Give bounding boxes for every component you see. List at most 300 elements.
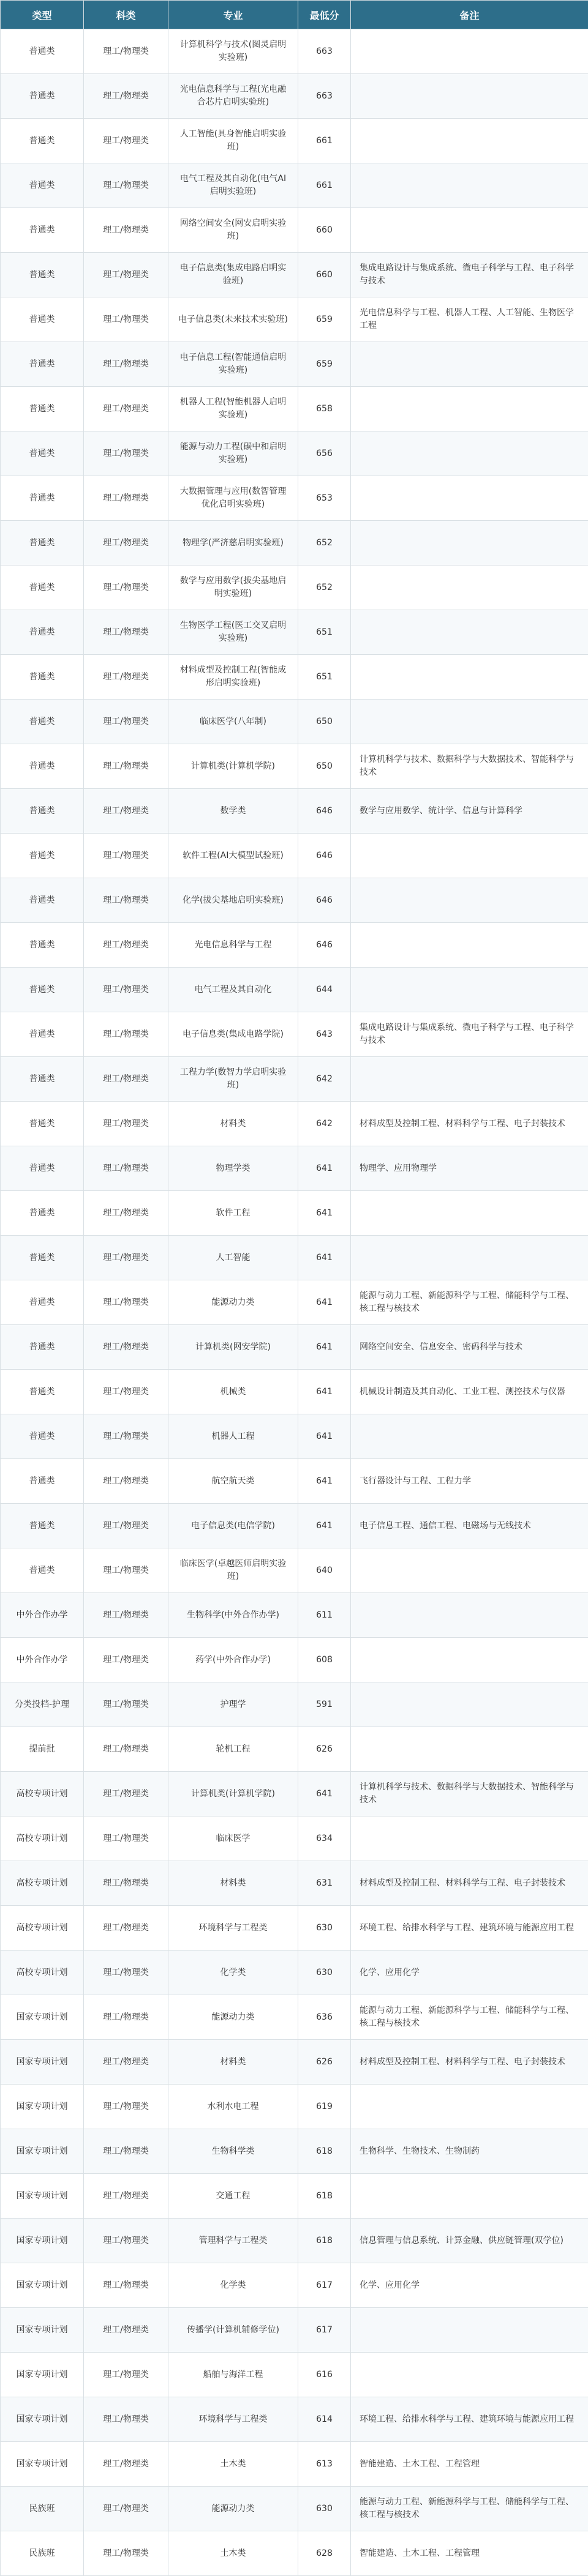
cell-min-score: 630 bbox=[298, 1951, 351, 1995]
cell-major: 计算机科学与技术(图灵启明实验班) bbox=[168, 29, 298, 74]
header-notes: 备注 bbox=[351, 1, 588, 29]
cell-type: 高校专项计划 bbox=[1, 1861, 84, 1906]
table-row bbox=[1, 1504, 588, 1548]
cell-subject: 理工/物理类 bbox=[84, 2129, 168, 2174]
cell-min-score: 642 bbox=[298, 1057, 351, 1102]
cell-major: 化学(拔尖基地启明实验班) bbox=[168, 878, 298, 923]
cell-notes: 数学与应用数学、统计学、信息与计算科学 bbox=[351, 789, 588, 834]
cell-notes bbox=[351, 1236, 588, 1280]
cell-min-score: 641 bbox=[298, 1504, 351, 1548]
cell-min-score: 641 bbox=[298, 1146, 351, 1191]
cell-notes bbox=[351, 2353, 588, 2397]
cell-notes bbox=[351, 387, 588, 431]
table-row bbox=[1, 1057, 588, 1102]
cell-type: 普通类 bbox=[1, 566, 84, 610]
table-row bbox=[1, 297, 588, 342]
cell-major: 能源动力类 bbox=[168, 1995, 298, 2040]
cell-notes bbox=[351, 342, 588, 387]
cell-notes bbox=[351, 2085, 588, 2129]
cell-notes bbox=[351, 2308, 588, 2353]
cell-major: 软件工程 bbox=[168, 1191, 298, 1236]
cell-notes: 材料成型及控制工程、材料科学与工程、电子封装技术 bbox=[351, 2040, 588, 2085]
cell-type: 国家专项计划 bbox=[1, 1995, 84, 2040]
cell-min-score: 641 bbox=[298, 1236, 351, 1280]
cell-subject: 理工/物理类 bbox=[84, 700, 168, 744]
table-row bbox=[1, 655, 588, 700]
cell-subject: 理工/物理类 bbox=[84, 163, 168, 208]
cell-min-score: 656 bbox=[298, 431, 351, 476]
cell-major: 材料类 bbox=[168, 2040, 298, 2085]
cell-major: 传播学(计算机辅修学位) bbox=[168, 2308, 298, 2353]
table-row bbox=[1, 1951, 588, 1995]
cell-subject: 理工/物理类 bbox=[84, 74, 168, 119]
cell-subject: 理工/物理类 bbox=[84, 2174, 168, 2219]
cell-min-score: 630 bbox=[298, 1906, 351, 1951]
cell-min-score: 617 bbox=[298, 2308, 351, 2353]
table-row bbox=[1, 1682, 588, 1727]
cell-type: 普通类 bbox=[1, 923, 84, 968]
cell-notes: 化学、应用化学 bbox=[351, 1951, 588, 1995]
cell-type: 普通类 bbox=[1, 29, 84, 74]
cell-major: 临床医学 bbox=[168, 1816, 298, 1861]
table-row bbox=[1, 1995, 588, 2040]
table-row bbox=[1, 342, 588, 387]
header-major: 专业 bbox=[168, 1, 298, 29]
cell-type: 普通类 bbox=[1, 1459, 84, 1504]
cell-type: 普通类 bbox=[1, 342, 84, 387]
cell-type: 普通类 bbox=[1, 253, 84, 297]
table-row bbox=[1, 2174, 588, 2219]
cell-type: 普通类 bbox=[1, 655, 84, 700]
cell-subject: 理工/物理类 bbox=[84, 521, 168, 566]
cell-min-score: 661 bbox=[298, 119, 351, 163]
cell-subject: 理工/物理类 bbox=[84, 1638, 168, 1682]
cell-type: 民族班 bbox=[1, 2531, 84, 2576]
cell-notes: 智能建造、土木工程、工程管理 bbox=[351, 2442, 588, 2487]
cell-min-score: 608 bbox=[298, 1638, 351, 1682]
cell-major: 光电信息科学与工程 bbox=[168, 923, 298, 968]
table-row bbox=[1, 2308, 588, 2353]
cell-notes: 生物科学、生物技术、生物制药 bbox=[351, 2129, 588, 2174]
cell-major: 物理学类 bbox=[168, 1146, 298, 1191]
cell-notes: 物理学、应用物理学 bbox=[351, 1146, 588, 1191]
header-type: 类型 bbox=[1, 1, 84, 29]
cell-major: 人工智能(具身智能启明实验班) bbox=[168, 119, 298, 163]
cell-subject: 理工/物理类 bbox=[84, 1325, 168, 1370]
cell-major: 化学类 bbox=[168, 2263, 298, 2308]
cell-major: 环境科学与工程类 bbox=[168, 1906, 298, 1951]
cell-notes: 信息管理与信息系统、计算金融、供应链管理(双学位) bbox=[351, 2219, 588, 2263]
cell-major: 护理学 bbox=[168, 1682, 298, 1727]
cell-min-score: 660 bbox=[298, 208, 351, 253]
table-row bbox=[1, 834, 588, 878]
cell-notes: 机械设计制造及其自动化、工业工程、测控技术与仪器 bbox=[351, 1370, 588, 1414]
cell-min-score: 646 bbox=[298, 834, 351, 878]
table-row bbox=[1, 2397, 588, 2442]
table-row bbox=[1, 521, 588, 566]
table-row bbox=[1, 1459, 588, 1504]
cell-major: 物理学(严济慈启明实验班) bbox=[168, 521, 298, 566]
cell-notes bbox=[351, 431, 588, 476]
cell-subject: 理工/物理类 bbox=[84, 1280, 168, 1325]
table-row bbox=[1, 1638, 588, 1682]
table-row bbox=[1, 1906, 588, 1951]
cell-subject: 理工/物理类 bbox=[84, 1102, 168, 1146]
cell-type: 普通类 bbox=[1, 1146, 84, 1191]
cell-min-score: 636 bbox=[298, 1995, 351, 2040]
cell-major: 大数据管理与应用(数智管理优化启明实验班) bbox=[168, 476, 298, 521]
cell-min-score: 652 bbox=[298, 566, 351, 610]
cell-notes bbox=[351, 610, 588, 655]
cell-min-score: 659 bbox=[298, 342, 351, 387]
cell-min-score: 651 bbox=[298, 610, 351, 655]
cell-min-score: 661 bbox=[298, 163, 351, 208]
cell-notes: 电子信息工程、通信工程、电磁场与无线技术 bbox=[351, 1504, 588, 1548]
cell-type: 普通类 bbox=[1, 1191, 84, 1236]
cell-major: 能源动力类 bbox=[168, 2487, 298, 2531]
cell-major: 电子信息工程(智能通信启明实验班) bbox=[168, 342, 298, 387]
table-row bbox=[1, 2263, 588, 2308]
cell-type: 普通类 bbox=[1, 1012, 84, 1057]
cell-major: 临床医学(八年制) bbox=[168, 700, 298, 744]
table-row bbox=[1, 431, 588, 476]
cell-type: 高校专项计划 bbox=[1, 1816, 84, 1861]
table-body bbox=[1, 29, 588, 2576]
cell-min-score: 651 bbox=[298, 655, 351, 700]
table-row bbox=[1, 119, 588, 163]
cell-type: 普通类 bbox=[1, 387, 84, 431]
table-row bbox=[1, 1727, 588, 1772]
cell-notes bbox=[351, 1414, 588, 1459]
header-min-score: 最低分 bbox=[298, 1, 351, 29]
cell-notes: 飞行器设计与工程、工程力学 bbox=[351, 1459, 588, 1504]
cell-type: 国家专项计划 bbox=[1, 2308, 84, 2353]
cell-major: 电气工程及其自动化(电气AI启明实验班) bbox=[168, 163, 298, 208]
cell-subject: 理工/物理类 bbox=[84, 566, 168, 610]
cell-type: 国家专项计划 bbox=[1, 2397, 84, 2442]
cell-min-score: 658 bbox=[298, 387, 351, 431]
header-subject: 科类 bbox=[84, 1, 168, 29]
cell-notes bbox=[351, 29, 588, 74]
cell-major: 计算机类(计算机学院) bbox=[168, 744, 298, 789]
cell-subject: 理工/物理类 bbox=[84, 1012, 168, 1057]
table-header-row bbox=[1, 1, 588, 29]
cell-type: 普通类 bbox=[1, 789, 84, 834]
cell-subject: 理工/物理类 bbox=[84, 1414, 168, 1459]
cell-subject: 理工/物理类 bbox=[84, 968, 168, 1012]
cell-min-score: 641 bbox=[298, 1280, 351, 1325]
cell-type: 国家专项计划 bbox=[1, 2219, 84, 2263]
cell-major: 材料类 bbox=[168, 1102, 298, 1146]
cell-subject: 理工/物理类 bbox=[84, 789, 168, 834]
cell-subject: 理工/物理类 bbox=[84, 744, 168, 789]
cell-subject: 理工/物理类 bbox=[84, 476, 168, 521]
cell-major: 能源动力类 bbox=[168, 1280, 298, 1325]
cell-subject: 理工/物理类 bbox=[84, 1816, 168, 1861]
cell-min-score: 653 bbox=[298, 476, 351, 521]
table-row bbox=[1, 163, 588, 208]
cell-subject: 理工/物理类 bbox=[84, 342, 168, 387]
cell-notes bbox=[351, 1593, 588, 1638]
table-row bbox=[1, 1102, 588, 1146]
cell-type: 普通类 bbox=[1, 1236, 84, 1280]
table-row bbox=[1, 700, 588, 744]
cell-type: 分类投档-护理 bbox=[1, 1682, 84, 1727]
table-row bbox=[1, 1012, 588, 1057]
cell-min-score: 634 bbox=[298, 1816, 351, 1861]
cell-major: 轮机工程 bbox=[168, 1727, 298, 1772]
cell-subject: 理工/物理类 bbox=[84, 2263, 168, 2308]
cell-notes bbox=[351, 2174, 588, 2219]
cell-notes bbox=[351, 208, 588, 253]
cell-notes bbox=[351, 655, 588, 700]
table-row bbox=[1, 2531, 588, 2576]
cell-type: 普通类 bbox=[1, 119, 84, 163]
cell-notes: 环境工程、给排水科学与工程、建筑环境与能源应用工程 bbox=[351, 1906, 588, 1951]
cell-major: 软件工程(AI大模型试验班) bbox=[168, 834, 298, 878]
cell-type: 国家专项计划 bbox=[1, 2442, 84, 2487]
cell-subject: 理工/物理类 bbox=[84, 1370, 168, 1414]
cell-notes: 化学、应用化学 bbox=[351, 2263, 588, 2308]
cell-subject: 理工/物理类 bbox=[84, 2397, 168, 2442]
cell-major: 化学类 bbox=[168, 1951, 298, 1995]
cell-min-score: 660 bbox=[298, 253, 351, 297]
cell-type: 普通类 bbox=[1, 834, 84, 878]
cell-major: 生物医学工程(医工交叉启明实验班) bbox=[168, 610, 298, 655]
cell-type: 普通类 bbox=[1, 610, 84, 655]
cell-subject: 理工/物理类 bbox=[84, 1727, 168, 1772]
cell-subject: 理工/物理类 bbox=[84, 2531, 168, 2576]
cell-major: 工程力学(数智力学启明实验班) bbox=[168, 1057, 298, 1102]
cell-major: 水利水电工程 bbox=[168, 2085, 298, 2129]
table-row bbox=[1, 1861, 588, 1906]
cell-type: 普通类 bbox=[1, 1280, 84, 1325]
table-row bbox=[1, 789, 588, 834]
cell-type: 普通类 bbox=[1, 1325, 84, 1370]
cell-major: 生物科学类 bbox=[168, 2129, 298, 2174]
table-row bbox=[1, 1191, 588, 1236]
cell-min-score: 641 bbox=[298, 1414, 351, 1459]
cell-type: 普通类 bbox=[1, 1548, 84, 1593]
table-row bbox=[1, 2487, 588, 2531]
cell-min-score: 617 bbox=[298, 2263, 351, 2308]
cell-type: 国家专项计划 bbox=[1, 2040, 84, 2085]
cell-notes: 网络空间安全、信息安全、密码科学与技术 bbox=[351, 1325, 588, 1370]
cell-major: 临床医学(卓越医师启明实验班) bbox=[168, 1548, 298, 1593]
cell-min-score: 614 bbox=[298, 2397, 351, 2442]
cell-notes: 能源与动力工程、新能源科学与工程、储能科学与工程、核工程与核技术 bbox=[351, 1995, 588, 2040]
cell-subject: 理工/物理类 bbox=[84, 2219, 168, 2263]
cell-type: 普通类 bbox=[1, 476, 84, 521]
cell-notes: 集成电路设计与集成系统、微电子科学与工程、电子科学与技术 bbox=[351, 1012, 588, 1057]
cell-subject: 理工/物理类 bbox=[84, 1459, 168, 1504]
cell-type: 普通类 bbox=[1, 1414, 84, 1459]
cell-major: 航空航天类 bbox=[168, 1459, 298, 1504]
cell-subject: 理工/物理类 bbox=[84, 2353, 168, 2397]
cell-major: 生物科学(中外合作办学) bbox=[168, 1593, 298, 1638]
table-row bbox=[1, 2442, 588, 2487]
table-row bbox=[1, 1325, 588, 1370]
table-row bbox=[1, 923, 588, 968]
cell-min-score: 652 bbox=[298, 521, 351, 566]
cell-min-score: 641 bbox=[298, 1370, 351, 1414]
cell-min-score: 663 bbox=[298, 74, 351, 119]
cell-min-score: 591 bbox=[298, 1682, 351, 1727]
cell-major: 计算机类(计算机学院) bbox=[168, 1772, 298, 1816]
table-row bbox=[1, 1280, 588, 1325]
cell-type: 普通类 bbox=[1, 700, 84, 744]
cell-subject: 理工/物理类 bbox=[84, 610, 168, 655]
cell-min-score: 641 bbox=[298, 1191, 351, 1236]
cell-subject: 理工/物理类 bbox=[84, 2308, 168, 2353]
cell-notes bbox=[351, 521, 588, 566]
cell-type: 普通类 bbox=[1, 163, 84, 208]
cell-type: 普通类 bbox=[1, 744, 84, 789]
cell-notes bbox=[351, 968, 588, 1012]
cell-min-score: 619 bbox=[298, 2085, 351, 2129]
cell-min-score: 626 bbox=[298, 2040, 351, 2085]
cell-subject: 理工/物理类 bbox=[84, 923, 168, 968]
cell-type: 普通类 bbox=[1, 1102, 84, 1146]
table-row bbox=[1, 476, 588, 521]
cell-min-score: 641 bbox=[298, 1459, 351, 1504]
cell-type: 高校专项计划 bbox=[1, 1772, 84, 1816]
cell-subject: 理工/物理类 bbox=[84, 1861, 168, 1906]
cell-major: 土木类 bbox=[168, 2531, 298, 2576]
cell-type: 提前批 bbox=[1, 1727, 84, 1772]
cell-subject: 理工/物理类 bbox=[84, 2040, 168, 2085]
cell-subject: 理工/物理类 bbox=[84, 119, 168, 163]
cell-subject: 理工/物理类 bbox=[84, 878, 168, 923]
cell-major: 数学类 bbox=[168, 789, 298, 834]
cell-notes bbox=[351, 1816, 588, 1861]
cell-subject: 理工/物理类 bbox=[84, 1682, 168, 1727]
cell-notes bbox=[351, 878, 588, 923]
cell-min-score: 646 bbox=[298, 923, 351, 968]
cell-notes: 光电信息科学与工程、机器人工程、人工智能、生物医学工程 bbox=[351, 297, 588, 342]
cell-min-score: 630 bbox=[298, 2487, 351, 2531]
cell-type: 国家专项计划 bbox=[1, 2263, 84, 2308]
cell-notes bbox=[351, 119, 588, 163]
cell-type: 普通类 bbox=[1, 521, 84, 566]
cell-notes bbox=[351, 1727, 588, 1772]
cell-major: 电子信息类(电信学院) bbox=[168, 1504, 298, 1548]
table-row bbox=[1, 2085, 588, 2129]
cell-subject: 理工/物理类 bbox=[84, 297, 168, 342]
cell-type: 国家专项计划 bbox=[1, 2085, 84, 2129]
cell-notes: 智能建造、土木工程、工程管理 bbox=[351, 2531, 588, 2576]
cell-notes bbox=[351, 1638, 588, 1682]
cell-major: 电子信息类(未来技术实验班) bbox=[168, 297, 298, 342]
cell-major: 人工智能 bbox=[168, 1236, 298, 1280]
table-row bbox=[1, 1772, 588, 1816]
cell-subject: 理工/物理类 bbox=[84, 1504, 168, 1548]
table-row bbox=[1, 610, 588, 655]
cell-min-score: 659 bbox=[298, 297, 351, 342]
cell-min-score: 663 bbox=[298, 29, 351, 74]
cell-major: 土木类 bbox=[168, 2442, 298, 2487]
table-row bbox=[1, 208, 588, 253]
table-row bbox=[1, 1816, 588, 1861]
cell-major: 数学与应用数学(拔尖基地启明实验班) bbox=[168, 566, 298, 610]
cell-type: 普通类 bbox=[1, 431, 84, 476]
cell-major: 电子信息类(集成电路启明实验班) bbox=[168, 253, 298, 297]
cell-major: 船舶与海洋工程 bbox=[168, 2353, 298, 2397]
cell-min-score: 646 bbox=[298, 878, 351, 923]
cell-subject: 理工/物理类 bbox=[84, 29, 168, 74]
cell-notes bbox=[351, 700, 588, 744]
cell-subject: 理工/物理类 bbox=[84, 253, 168, 297]
cell-min-score: 618 bbox=[298, 2219, 351, 2263]
table-row bbox=[1, 1593, 588, 1638]
cell-type: 中外合作办学 bbox=[1, 1638, 84, 1682]
table-row bbox=[1, 2129, 588, 2174]
cell-subject: 理工/物理类 bbox=[84, 1548, 168, 1593]
cell-type: 普通类 bbox=[1, 297, 84, 342]
cell-type: 国家专项计划 bbox=[1, 2353, 84, 2397]
cell-major: 材料类 bbox=[168, 1861, 298, 1906]
cell-min-score: 618 bbox=[298, 2129, 351, 2174]
cell-subject: 理工/物理类 bbox=[84, 2442, 168, 2487]
cell-notes: 集成电路设计与集成系统、微电子科学与工程、电子科学与技术 bbox=[351, 253, 588, 297]
cell-notes bbox=[351, 1057, 588, 1102]
cell-major: 计算机类(网安学院) bbox=[168, 1325, 298, 1370]
cell-subject: 理工/物理类 bbox=[84, 1593, 168, 1638]
cell-major: 管理科学与工程类 bbox=[168, 2219, 298, 2263]
cell-notes bbox=[351, 1548, 588, 1593]
cell-min-score: 646 bbox=[298, 789, 351, 834]
cell-notes: 材料成型及控制工程、材料科学与工程、电子封装技术 bbox=[351, 1861, 588, 1906]
cell-major: 机器人工程(智能机器人启明实验班) bbox=[168, 387, 298, 431]
table-row bbox=[1, 253, 588, 297]
cell-subject: 理工/物理类 bbox=[84, 1057, 168, 1102]
table-row bbox=[1, 566, 588, 610]
cell-min-score: 644 bbox=[298, 968, 351, 1012]
cell-major: 光电信息科学与工程(光电融合芯片启明实验班) bbox=[168, 74, 298, 119]
table-row bbox=[1, 1146, 588, 1191]
cell-subject: 理工/物理类 bbox=[84, 834, 168, 878]
cell-subject: 理工/物理类 bbox=[84, 387, 168, 431]
cell-notes: 能源与动力工程、新能源科学与工程、储能科学与工程、核工程与核技术 bbox=[351, 2487, 588, 2531]
cell-type: 高校专项计划 bbox=[1, 1906, 84, 1951]
cell-subject: 理工/物理类 bbox=[84, 1906, 168, 1951]
cell-notes bbox=[351, 1191, 588, 1236]
table-row bbox=[1, 968, 588, 1012]
table-row bbox=[1, 1548, 588, 1593]
cell-min-score: 616 bbox=[298, 2353, 351, 2397]
cell-type: 高校专项计划 bbox=[1, 1951, 84, 1995]
cell-notes: 环境工程、给排水科学与工程、建筑环境与能源应用工程 bbox=[351, 2397, 588, 2442]
cell-min-score: 631 bbox=[298, 1861, 351, 1906]
cell-major: 网络空间安全(网安启明实验班) bbox=[168, 208, 298, 253]
cell-notes: 计算机科学与技术、数据科学与大数据技术、智能科学与技术 bbox=[351, 744, 588, 789]
table-row bbox=[1, 29, 588, 74]
cell-notes bbox=[351, 834, 588, 878]
cell-subject: 理工/物理类 bbox=[84, 1236, 168, 1280]
cell-min-score: 613 bbox=[298, 2442, 351, 2487]
cell-major: 能源与动力工程(碳中和启明实验班) bbox=[168, 431, 298, 476]
cell-subject: 理工/物理类 bbox=[84, 2487, 168, 2531]
table-row bbox=[1, 387, 588, 431]
cell-type: 普通类 bbox=[1, 1504, 84, 1548]
cell-subject: 理工/物理类 bbox=[84, 1191, 168, 1236]
cell-type: 中外合作办学 bbox=[1, 1593, 84, 1638]
cell-subject: 理工/物理类 bbox=[84, 1146, 168, 1191]
table-row bbox=[1, 2353, 588, 2397]
cell-major: 材料成型及控制工程(智能成形启明实验班) bbox=[168, 655, 298, 700]
cell-notes bbox=[351, 1682, 588, 1727]
cell-type: 国家专项计划 bbox=[1, 2174, 84, 2219]
